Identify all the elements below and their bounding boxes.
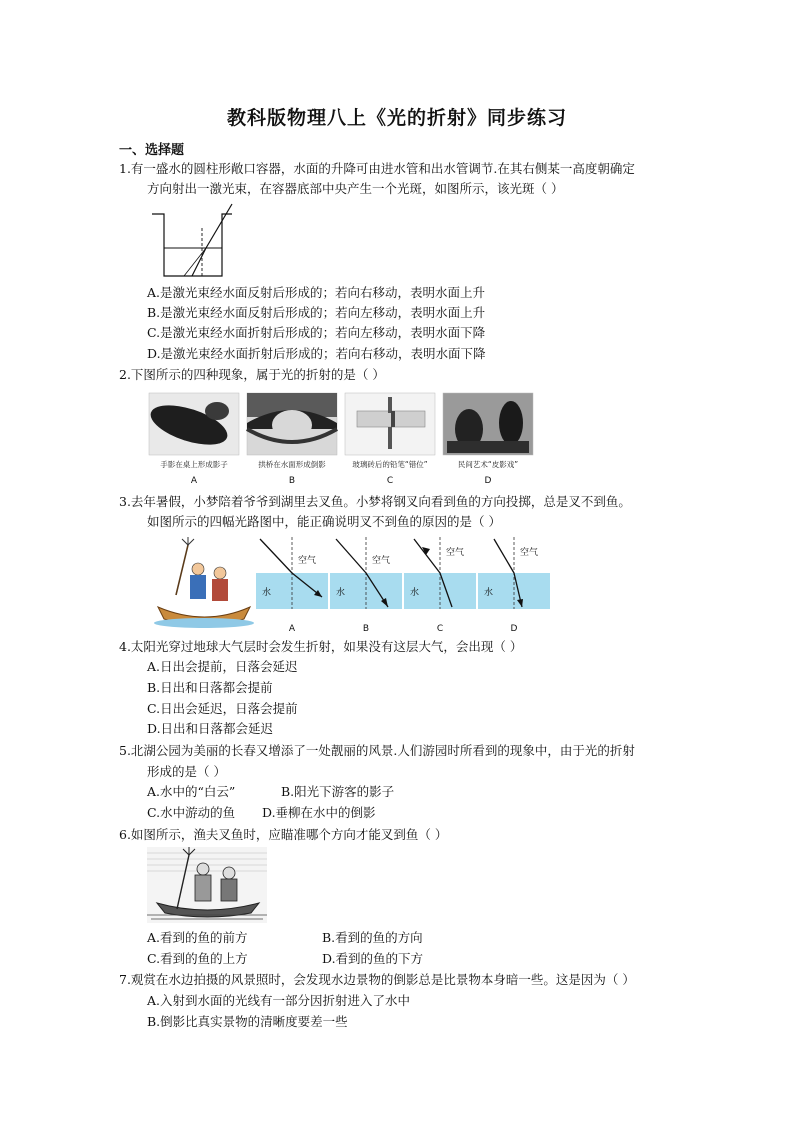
q5-option-c[interactable]: C.水中游动的鱼 [147, 805, 236, 820]
q3-panel-b [330, 537, 402, 634]
q3-letter-d: D [510, 624, 518, 634]
q2-text-line1: 2.下图所示的四种现象，属于光的折射的是（ ） [119, 367, 385, 382]
q3-light-path-figure [150, 535, 560, 635]
page-title: 教科版物理八上《光的折射》同步练习 [226, 107, 567, 129]
q1-option-b[interactable]: B.是激光束经水面反射后形成的；若向左移动，表明水面上升 [147, 305, 486, 320]
q6-fisherman-figure [147, 847, 267, 923]
q2-phenomena-figure [147, 389, 557, 489]
q3-letter-c: C [436, 624, 444, 634]
q5-option-d[interactable]: D.垂柳在水中的倒影 [262, 805, 376, 820]
q1-text-line2: 方向射出一激光束，在容器底部中央产生一个光斑，如图所示，该光斑（ ） [147, 181, 564, 196]
q3-water-label-d: 水 [484, 588, 494, 598]
q2-caption-d: 民间艺术“皮影戏” [457, 460, 519, 469]
q2-image-d [443, 393, 533, 455]
q6-text-line1: 6.如图所示，渔夫叉鱼时，应瞄准哪个方向才能叉到鱼（ ） [119, 827, 448, 842]
q4-option-c[interactable]: C.日出会延迟，日落会提前 [147, 701, 298, 716]
q6-option-d[interactable]: D.看到的鱼的下方 [322, 951, 424, 966]
q2-letter-b: B [288, 476, 296, 486]
q3-fisherman-image [154, 537, 254, 628]
q3-air-label-b: 空气 [372, 556, 391, 566]
q2-caption-c: 玻璃砖后的铅笔“错位” [352, 460, 428, 469]
q1-container-figure [150, 200, 240, 280]
q7-option-a[interactable]: A.入射到水面的光线有一部分因折射进入了水中 [147, 993, 411, 1008]
q4-option-d[interactable]: D.日出和日落都会延迟 [147, 721, 274, 736]
q2-image-a [147, 393, 239, 455]
q3-text-line1: 3.去年暑假，小梦陪着爷爷到湖里去叉鱼。小梦将钢叉向看到鱼的方向投掷，总是叉不到鱼。 [119, 494, 631, 509]
q4-option-b[interactable]: B.日出和日落都会提前 [147, 680, 273, 695]
q3-water-label-c: 水 [410, 588, 420, 598]
q6-option-b[interactable]: B.看到的鱼的方向 [322, 930, 423, 945]
q2-letter-c: C [386, 476, 394, 486]
q6-option-a[interactable]: A.看到的鱼的前方 [147, 930, 248, 945]
q2-image-b [247, 393, 337, 455]
q3-water-label-a: 水 [262, 588, 272, 598]
q2-letter-a: A [190, 476, 198, 486]
q7-option-b[interactable]: B.倒影比真实景物的清晰度要差一些 [147, 1014, 348, 1029]
q5-text-line1: 5.北湖公园为美丽的长春又增添了一处靓丽的风景.人们游园时所看到的现象中，由于光的折射 [119, 743, 635, 758]
q5-option-a[interactable]: A.水中的“白云” [147, 784, 236, 799]
q4-option-a[interactable]: A.日出会提前，日落会延迟 [147, 659, 298, 674]
q3-water-label-b: 水 [336, 588, 346, 598]
q3-panel-d [478, 537, 550, 634]
section-heading: 一、选择题 [119, 143, 185, 158]
q2-letter-d: D [484, 476, 492, 486]
q3-air-label-d: 空气 [520, 548, 539, 558]
q1-option-d[interactable]: D.是激光束经水面折射后形成的；若向右移动，表明水面下降 [147, 346, 486, 361]
q3-text-line2: 如图所示的四幅光路图中，能正确说明叉不到鱼的原因的是（ ） [147, 514, 501, 529]
q2-caption-b: 拱桥在水面形成倒影 [258, 460, 326, 469]
q3-panel-c [404, 537, 476, 634]
q3-air-label-c: 空气 [446, 548, 465, 558]
q6-option-c[interactable]: C.看到的鱼的上方 [147, 951, 248, 966]
q3-air-label-a: 空气 [298, 556, 317, 566]
q3-letter-b: B [362, 624, 370, 634]
q4-text-line1: 4.太阳光穿过地球大气层时会发生折射，如果没有这层大气，会出现（ ） [119, 639, 523, 654]
q7-text-line1: 7.观赏在水边拍摄的风景照时，会发现水边景物的倒影总是比景物本身暗一些。这是因为（ ） [119, 972, 635, 987]
q3-letter-a: A [288, 624, 296, 634]
q2-image-c [345, 393, 435, 455]
q5-text-line2: 形成的是（ ） [147, 764, 226, 779]
q1-text-line1: 1.有一盛水的圆柱形敞口容器，水面的升降可由进水管和出水管调节.在其右侧某一高度朝确定 [119, 161, 635, 176]
q5-option-b[interactable]: B.阳光下游客的影子 [281, 784, 395, 799]
q1-option-c[interactable]: C.是激光束经水面折射后形成的；若向左移动，表明水面下降 [147, 325, 486, 340]
q3-panel-a [256, 537, 328, 634]
q1-option-a[interactable]: A.是激光束经水面反射后形成的；若向右移动，表明水面上升 [147, 285, 486, 300]
q2-caption-a: 手影在桌上形成影子 [160, 460, 228, 469]
